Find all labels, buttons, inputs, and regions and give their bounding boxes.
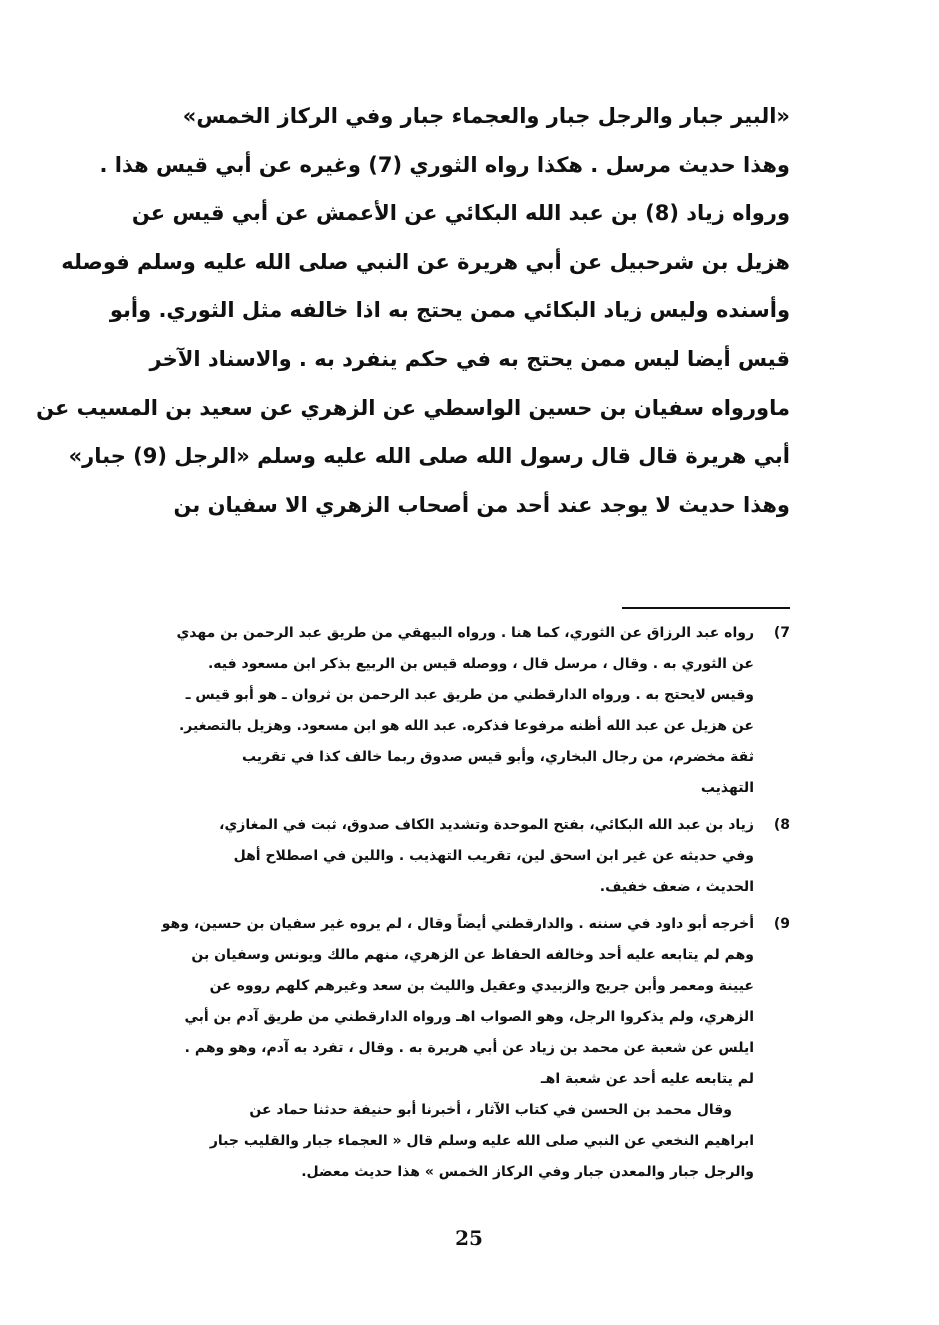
main-text-line: أبي هريرة قال قال رسول الله صلى الله عليه وسلم «الرجل (9) جبار» [68,444,790,469]
footnote-body [150,810,754,903]
main-text-line: «البير جبار والرجل جبار والعجماء جبار وفي الركاز الخمس» [182,104,790,128]
main-text-line: هزيل بن شرحبيل عن أبي هريرة عن النبي صلى الله عليه وسلم فوصله [61,249,790,274]
footnote-7 [150,618,790,804]
footnote-line: عن هزيل عن عبد الله أظنه مرفوعا فذكره. عبد الله هو ابن مسعود. وهزيل بالتصغير. [178,718,754,734]
footnote-line: التهذيب [700,780,754,796]
footnote-line: ابراهيم النخعي عن النبي صلى الله عليه وسلم قال « العجماء جبار والقليب جبار [209,1133,754,1149]
footnote-8 [150,810,790,903]
footnote-line: أخرجه أبو داود في سننه . والدارقطني أيضاً وقال ، لم يروه غير سفيان بن حسين، وهو [161,916,754,932]
footnote-line: رواه عبد الرزاق عن الثوري، كما هنا . ورواه البيهقي من طريق عبد الرحمن بن مهدي [176,625,754,641]
main-text-block [36,92,790,529]
main-text-line: قيس أيضا ليس ممن يحتج به في حكم ينفرد به . والاسناد الآخر [149,346,790,371]
footnote-line: ايلس عن شعبة عن محمد بن زياد عن أبي هريرة به . وقال ، تفرد به آدم، وهو وهم . [184,1040,754,1056]
footnote-line: وهم لم يتابعه عليه أحد وخالفه الحفاظ عن الزهري، منهم مالك ويونس وسفيان بن [191,947,754,963]
footnote-line: زياد بن عبد الله البكائي، بفتح الموحدة وتشديد الكاف صدوق، ثبت في المغازي، [219,817,754,833]
footnote-line: الزهري، ولم يذكروا الرجل، وهو الصواب اهـ ورواه الدارقطني من طريق آدم بن أبي [184,1009,754,1025]
main-text-line: ماورواه سفيان بن حسين الواسطي عن الزهري عن سعيد بن المسيب عن [36,395,790,420]
footnote-number: (8 [773,817,790,833]
footnote-body [150,618,754,804]
main-text-line: وأسنده وليس زياد البكائي ممن يحتج به اذا خالفه مثل الثوري. وأبو [109,298,790,323]
footnote-line: ثقة مخضرم، من رجال البخاري، وأبو قيس صدوق ربما خالف كذا في تقريب [241,749,754,765]
footnote-line: وفي حديثه عن غير ابن اسحق لين، تقريب التهذيب . واللين في اصطلاح أهل [233,848,754,864]
footnote-number: (9 [773,916,790,932]
main-text-line: وهذا حديث مرسل . هكذا رواه الثوري (7) وغيره عن أبي قيس هذا . [99,152,790,177]
footnote-line: الحديث ، ضعف خفيف. [599,879,754,895]
footnote-number: (7 [773,625,790,641]
footnote-line: عن الثوري به . وقال ، مرسل قال ، ووصله قيس بن الربيع بذكر ابن مسعود فيه. [207,656,754,672]
footnote-continuation [150,1095,754,1188]
footnote-line: وقال محمد بن الحسن في كتاب الآثار ، أخبرنا أبو حنيفة حدثنا حماد عن [249,1102,732,1118]
footnotes-block [150,618,790,1194]
footnote-line: لم يتابعه عليه أحد عن شعبة اهـ [540,1071,754,1087]
footnote-line: والرجل جبار والمعدن جبار وفي الركاز الخمس » هذا حديث معضل. [301,1164,754,1180]
main-text-line: وهذا حديث لا يوجد عند أحد من أصحاب الزهري الا سفيان بن [173,492,790,517]
main-text-line: ورواه زياد (8) بن عبد الله البكائي عن الأعمش عن أبي قيس عن [131,201,790,226]
footnote-body [150,909,754,1095]
footnote-separator-rule [622,607,790,609]
footnote-9 [150,909,790,1188]
footnote-line: وقيس لايحتج به . ورواه الدارقطني من طريق عبد الرحمن بن ثروان ـ هو أبو قيس ـ [185,687,754,703]
page-number: 25 [455,1226,483,1250]
footnote-line: عيينة ومعمر وأبن جريج والزبيدي وعقيل والليث بن سعد وغيرهم كلهم رووه عن [209,978,754,994]
